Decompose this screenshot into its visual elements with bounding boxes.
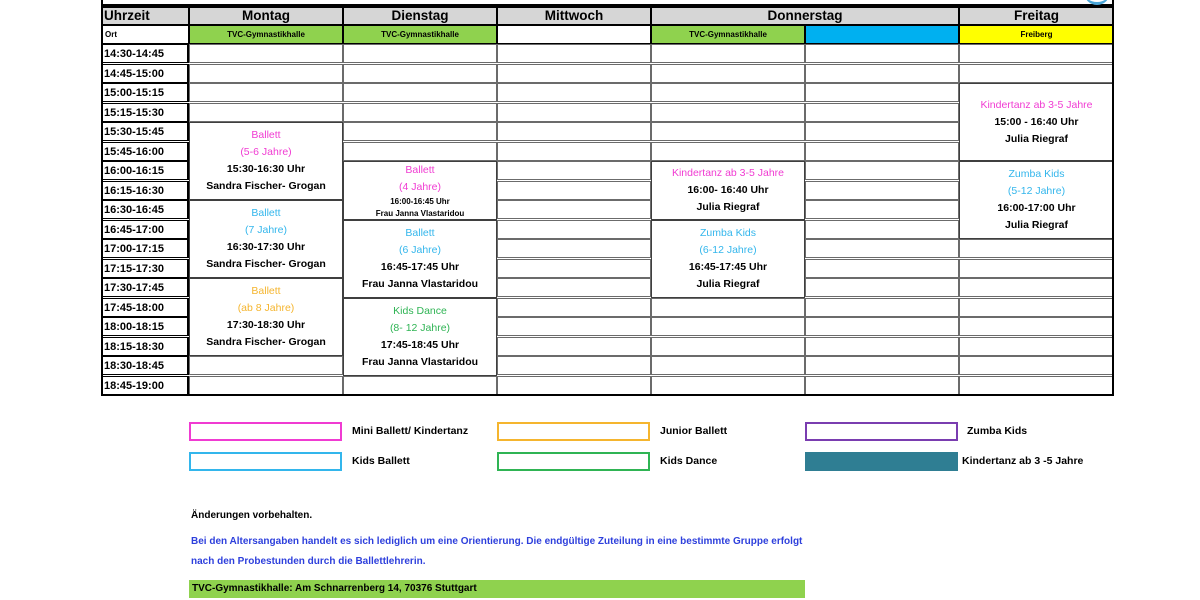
class-time: 17:45-18:45 Uhr [380, 339, 460, 351]
grid-cell [959, 298, 1114, 317]
grid-cell [497, 181, 651, 200]
class-teacher: Sandra Fischer- Grogan [206, 180, 326, 192]
header-montag: Montag [189, 6, 343, 25]
grid-cell [651, 64, 805, 83]
grid-cell [189, 103, 343, 122]
grid-cell [805, 142, 959, 161]
class-age: (6-12 Jahre) [699, 244, 757, 256]
grid-cell [497, 376, 651, 395]
grid-cell [343, 142, 497, 161]
grid-cell [651, 122, 805, 141]
location-label: Ort [101, 25, 189, 44]
class-teacher: Julia Riegraf [1004, 219, 1069, 231]
class-title: Ballett [251, 129, 281, 141]
grid-cell [805, 122, 959, 141]
class-age: (ab 8 Jahre) [237, 302, 295, 314]
grid-cell [959, 278, 1114, 297]
class-time: 16:30-17:30 Uhr [226, 241, 306, 253]
legend-swatch-junior-ballett [497, 422, 650, 441]
legend-label-kindertanz: Kindertanz ab 3 -5 Jahre [962, 455, 1084, 467]
class-block-do-zumba [651, 220, 805, 298]
grid-cell [805, 317, 959, 336]
grid-cell [497, 278, 651, 297]
location-freitag: Freiberg [959, 25, 1114, 44]
time-slot: 17:00-17:15 [101, 239, 189, 258]
legend-label-kids-ballett: Kids Ballett [352, 455, 410, 467]
class-title: Zumba Kids [1008, 168, 1065, 180]
note-age-line2: nach den Probestunden durch die Ballettlehrerin. [191, 556, 426, 567]
class-block-fr-zumba [959, 161, 1114, 239]
time-slot: 16:45-17:00 [101, 220, 189, 239]
grid-cell [497, 317, 651, 336]
class-teacher: Frau Janna Vlastaridou [361, 356, 479, 368]
location-montag: TVC-Gymnastikhalle [189, 25, 343, 44]
class-age: (7 Jahre) [244, 224, 287, 236]
note-changes: Änderungen vorbehalten. [191, 510, 313, 521]
class-teacher: Julia Riegraf [1004, 132, 1069, 145]
class-time: 15:00 - 16:40 Uhr [994, 115, 1079, 128]
class-title: Kindertanz ab 3-5 Jahre [980, 98, 1093, 111]
class-age: (6 Jahre) [398, 244, 441, 256]
time-slot: 16:15-16:30 [101, 181, 189, 200]
grid-cell [959, 356, 1114, 375]
class-time: 16:45-17:45 Uhr [380, 261, 460, 273]
grid-cell [189, 64, 343, 83]
time-slot: 14:30-14:45 [101, 44, 189, 63]
class-time: 15:30-16:30 Uhr [226, 163, 306, 175]
grid-cell [651, 337, 805, 356]
grid-cell [497, 200, 651, 219]
address-bar: TVC-Gymnastikhalle: Am Schnarrenberg 14, 70376 Stuttgart [189, 580, 805, 598]
grid-cell [343, 122, 497, 141]
class-title: Kids Dance [393, 305, 447, 317]
grid-cell [651, 298, 805, 317]
location-donnerstag-a: TVC-Gymnastikhalle [651, 25, 805, 44]
grid-cell [497, 142, 651, 161]
time-slot: 15:30-15:45 [101, 122, 189, 141]
time-slot: 15:15-15:30 [101, 103, 189, 122]
class-teacher: Frau Janna Vlastaridou [375, 208, 465, 218]
grid-cell [805, 337, 959, 356]
class-block-di-ballett-6 [343, 220, 497, 298]
class-teacher: Sandra Fischer- Grogan [206, 258, 326, 270]
grid-cell [805, 220, 959, 239]
header-donnerstag: Donnerstag [651, 6, 959, 25]
grid-cell [497, 103, 651, 122]
class-time: 16:00- 16:40 Uhr [687, 184, 769, 196]
note-age-line1: Bei den Altersangaben handelt es sich lediglich um eine Orientierung. Die endgültige Zuteilung in eine bestimmte Gruppe erfolgt [191, 536, 803, 547]
header-dienstag: Dienstag [343, 6, 497, 25]
legend-swatch-mini-ballett [189, 422, 342, 441]
grid-cell [497, 337, 651, 356]
class-block-do-kindertanz [651, 161, 805, 220]
grid-cell [651, 103, 805, 122]
legend-swatch-kids-ballett [189, 452, 342, 471]
grid-cell [497, 83, 651, 102]
grid-cell [805, 64, 959, 83]
class-block-di-ballett-4 [343, 161, 497, 220]
class-block-di-kidsdance [343, 298, 497, 376]
time-slot: 16:30-16:45 [101, 200, 189, 219]
grid-cell [805, 239, 959, 258]
grid-cell [959, 64, 1114, 83]
class-time: 16:00-16:45 Uhr [390, 196, 450, 206]
grid-cell [189, 356, 343, 375]
grid-cell [497, 122, 651, 141]
grid-cell [805, 376, 959, 395]
legend-label-kids-dance: Kids Dance [660, 455, 718, 467]
grid-cell [497, 259, 651, 278]
legend-label-junior-ballett: Junior Ballett [660, 425, 728, 437]
grid-cell [497, 220, 651, 239]
class-block-mo-ballett-5-6 [189, 122, 343, 200]
time-slot: 17:45-18:00 [101, 298, 189, 317]
class-teacher: Sandra Fischer- Grogan [206, 336, 326, 348]
time-slot: 18:00-18:15 [101, 317, 189, 336]
grid-cell [805, 83, 959, 102]
header-freitag: Freitag [959, 6, 1114, 25]
grid-cell [189, 44, 343, 63]
grid-cell [497, 239, 651, 258]
location-donnerstag-b [805, 25, 959, 44]
class-age: (5-12 Jahre) [1007, 185, 1066, 197]
class-teacher: Julia Riegraf [696, 278, 760, 290]
legend-label-zumba-kids: Zumba Kids [967, 425, 1028, 437]
legend-swatch-kids-dance [497, 452, 650, 471]
grid-cell [959, 259, 1114, 278]
grid-cell [651, 317, 805, 336]
header-time: Uhrzeit [101, 6, 189, 25]
grid-cell [343, 376, 497, 395]
class-block-fr-kindertanz [959, 83, 1114, 161]
time-slot: 14:45-15:00 [101, 64, 189, 83]
grid-cell [651, 356, 805, 375]
grid-cell [497, 64, 651, 83]
class-title: Ballett [405, 227, 435, 239]
class-time: 16:00-17:00 Uhr [997, 202, 1076, 214]
location-dienstag: TVC-Gymnastikhalle [343, 25, 497, 44]
grid-cell [805, 298, 959, 317]
time-slot: 18:30-18:45 [101, 356, 189, 375]
grid-cell [497, 298, 651, 317]
class-age: (4 Jahre) [398, 180, 441, 193]
grid-cell [343, 83, 497, 102]
grid-cell [805, 161, 959, 180]
grid-cell [651, 142, 805, 161]
grid-cell [497, 44, 651, 63]
grid-cell [189, 376, 343, 395]
legend-swatch-kindertanz [805, 452, 958, 471]
class-age: (8- 12 Jahre) [389, 322, 451, 334]
class-block-mo-ballett-7 [189, 200, 343, 278]
location-mittwoch [497, 25, 651, 44]
grid-cell [343, 103, 497, 122]
grid-cell [959, 317, 1114, 336]
grid-cell [343, 64, 497, 83]
grid-cell [805, 356, 959, 375]
grid-cell [805, 181, 959, 200]
time-slot: 18:45-19:00 [101, 376, 189, 395]
time-slot: 15:00-15:15 [101, 83, 189, 102]
grid-cell [805, 103, 959, 122]
grid-cell [959, 337, 1114, 356]
class-time: 17:30-18:30 Uhr [226, 319, 306, 331]
class-title: Ballett [405, 163, 435, 176]
header-mittwoch: Mittwoch [497, 6, 651, 25]
grid-cell [651, 83, 805, 102]
grid-cell [497, 356, 651, 375]
grid-cell [959, 376, 1114, 395]
class-age: (5-6 Jahre) [240, 146, 292, 158]
legend-label-mini-ballett: Mini Ballett/ Kindertanz [352, 425, 469, 437]
grid-cell [805, 259, 959, 278]
class-teacher: Frau Janna Vlastaridou [361, 278, 479, 290]
class-title: Ballett [251, 285, 281, 297]
legend-swatch-zumba-kids [805, 422, 958, 441]
grid-cell [959, 44, 1114, 63]
grid-cell [805, 44, 959, 63]
grid-cell [959, 239, 1114, 258]
grid-cell [805, 200, 959, 219]
class-title: Zumba Kids [699, 227, 757, 239]
time-slot: 16:00-16:15 [101, 161, 189, 180]
time-slot: 18:15-18:30 [101, 337, 189, 356]
grid-cell [651, 44, 805, 63]
grid-cell [189, 83, 343, 102]
time-slot: 17:15-17:30 [101, 259, 189, 278]
grid-cell [805, 278, 959, 297]
class-block-mo-ballett-8 [189, 278, 343, 356]
class-teacher: Julia Riegraf [696, 201, 760, 213]
class-title: Kindertanz ab 3-5 Jahre [671, 167, 785, 179]
grid-cell [343, 44, 497, 63]
grid-cell [651, 376, 805, 395]
class-title: Ballett [251, 207, 281, 219]
time-slot: 17:30-17:45 [101, 278, 189, 297]
time-slot: 15:45-16:00 [101, 142, 189, 161]
grid-cell [497, 161, 651, 180]
class-time: 16:45-17:45 Uhr [688, 261, 768, 273]
